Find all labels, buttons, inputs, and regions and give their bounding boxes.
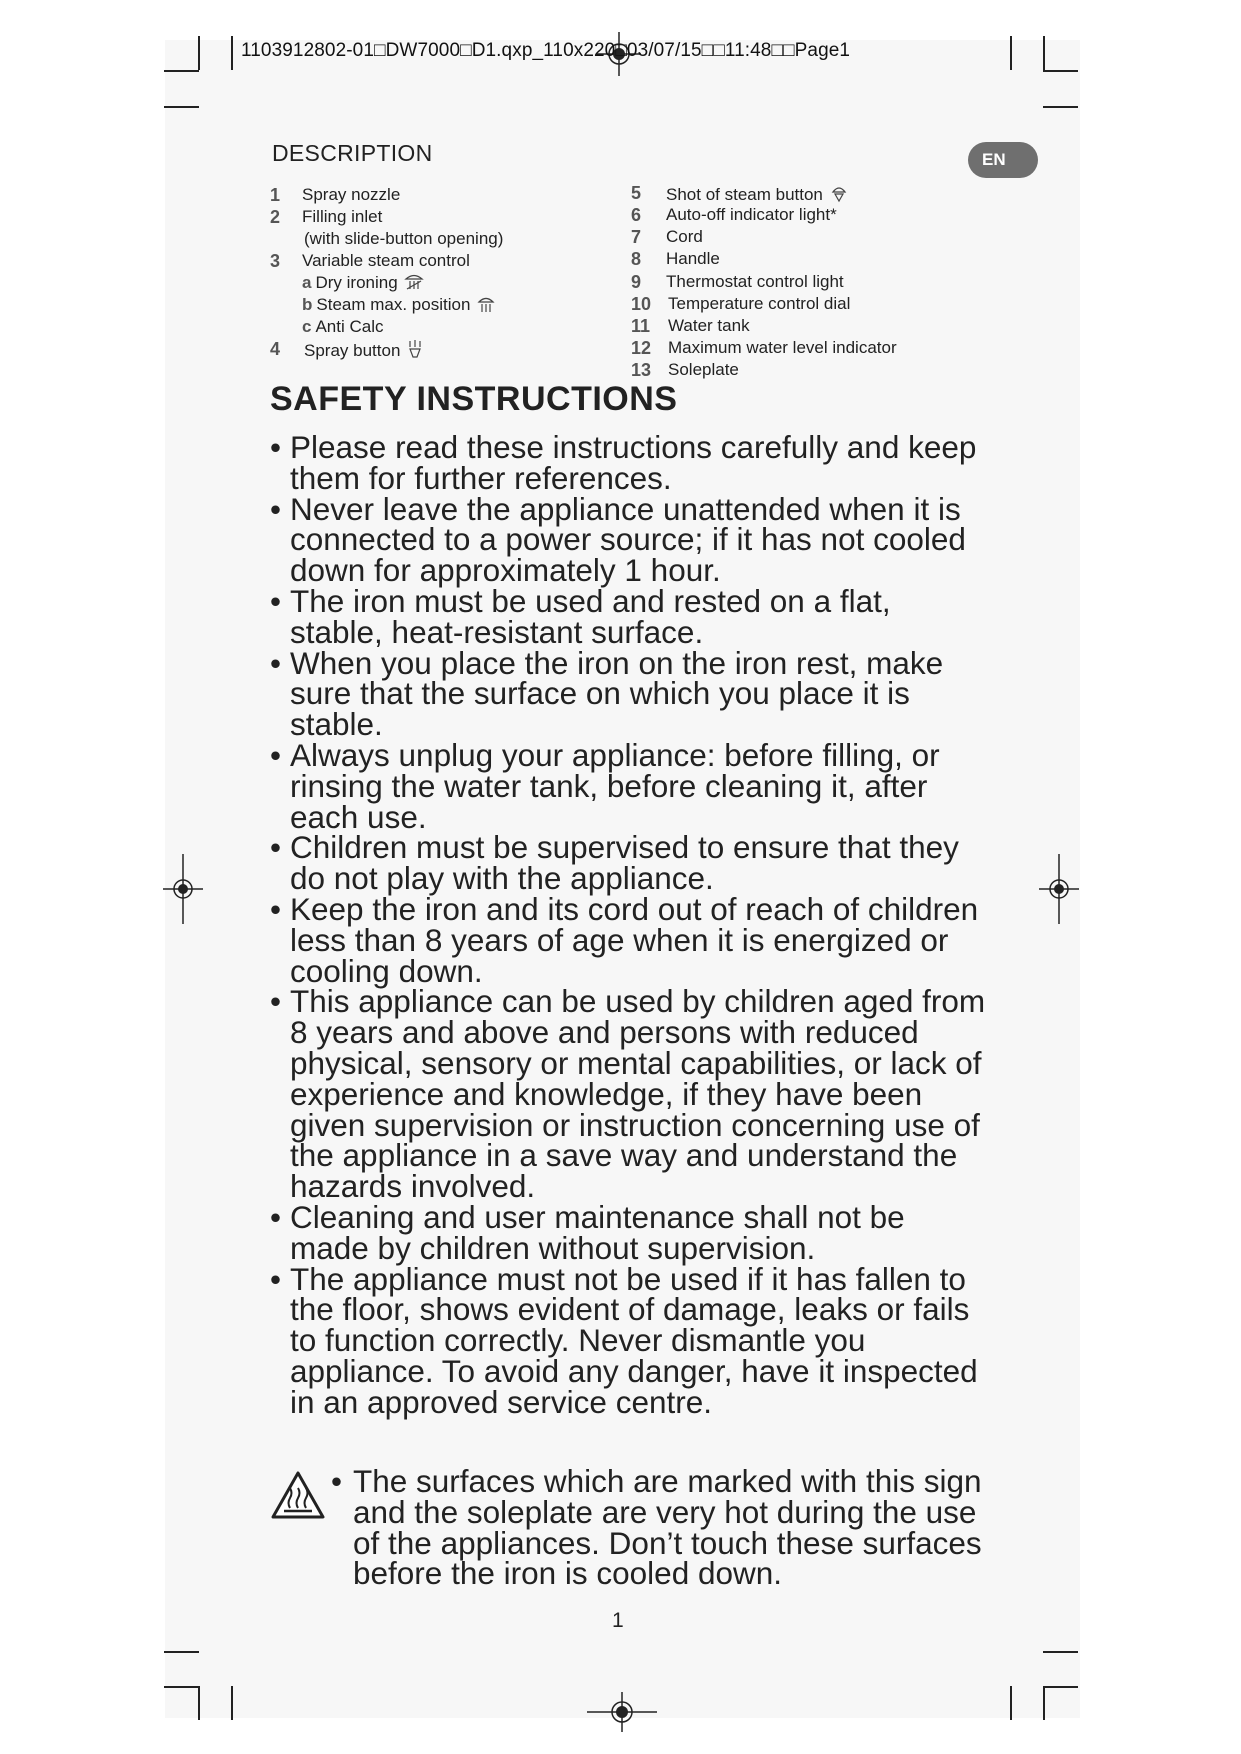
part-label: Maximum water level indicator (668, 338, 897, 357)
hot-surface-list (331, 1463, 996, 1592)
part-label: Spray nozzle (302, 185, 401, 204)
safety-item: • This appliance can be used by children aged from 8 years and above and persons with reduced physical, sensory or mental capabilities, or lack of experience and knowledge, if they have been given supervision or instruction concerning use of the appliance in a save way and understand the hazards involved. (270, 986, 990, 1202)
crop-mark (1043, 36, 1045, 70)
part-subitem (302, 273, 424, 293)
crop-mark (198, 36, 200, 70)
part-item (304, 229, 503, 249)
page-number: 1 (612, 1609, 624, 1632)
safety-item: • Please read these instructions carefully and keep them for further references. (270, 432, 990, 494)
part-label: Temperature control dial (668, 294, 851, 313)
crop-mark (231, 1686, 233, 1720)
part-number: 4 (270, 339, 281, 359)
part-number: 7 (631, 227, 642, 247)
crop-mark (1043, 1686, 1078, 1688)
crop-mark (1010, 1686, 1012, 1720)
language-badge: EN (968, 142, 1038, 178)
safety-item: • Never leave the appliance unattended when it is connected to a power source; if it has not cooled down for approximately 1 hour. (270, 494, 990, 586)
part-number: 13 (631, 360, 652, 380)
safety-instructions-list (270, 429, 990, 1420)
part-number: 1 (270, 185, 281, 205)
part-label: Shot of steam button (666, 185, 823, 204)
crop-mark (1010, 36, 1012, 70)
part-item (270, 251, 470, 271)
dry-ironing-icon (404, 273, 424, 291)
part-number: 2 (270, 207, 281, 227)
part-item (631, 205, 837, 225)
part-item (270, 185, 401, 205)
part-number: 8 (631, 249, 642, 269)
part-label: Dry ironing (315, 273, 398, 292)
safety-item: • The iron must be used and rested on a flat, stable, heat-resistant surface. (270, 586, 990, 648)
safety-item: • Keep the iron and its cord out of reach of children less than 8 years of age when it is energized or cooling down. (270, 894, 990, 986)
part-label: Thermostat control light (666, 272, 844, 291)
part-label: Filling inlet (302, 207, 383, 226)
print-slug-line: 1103912802-01□DW7000□D1.qxp_110x220□03/07/15□□11:48□□Page1 (241, 40, 851, 61)
part-number: 12 (631, 338, 652, 358)
part-number: 5 (631, 183, 642, 203)
part-item (631, 338, 897, 358)
part-label: Water tank (668, 316, 750, 335)
part-sub-letter: a (302, 273, 312, 292)
part-label: Spray button (304, 341, 401, 360)
safety-item: • Children must be supervised to ensure that they do not play with the appliance. (270, 832, 990, 894)
crop-mark (164, 1651, 199, 1653)
part-item (270, 207, 383, 227)
crop-mark (198, 1686, 200, 1720)
registration-mark-icon (587, 1690, 657, 1734)
crop-mark (231, 36, 233, 70)
part-label: Steam max. position (316, 295, 471, 314)
part-label: Cord (666, 227, 703, 246)
crop-mark (1043, 70, 1078, 72)
part-number: 3 (270, 251, 281, 271)
part-item (631, 183, 848, 205)
crop-mark (164, 70, 199, 72)
registration-mark-icon (161, 854, 205, 924)
part-label: Soleplate (668, 360, 739, 379)
hot-surface-warning: • The surfaces which are marked with this sign and the soleplate are very hot during the use of the appliances. Don’t touch these surfaces before the iron is cooled down. (331, 1466, 996, 1589)
part-sub-letter: c (302, 317, 312, 336)
part-label: Anti Calc (315, 317, 384, 336)
crop-mark (164, 106, 199, 108)
crop-mark (1043, 106, 1078, 108)
part-item (631, 294, 851, 314)
part-item (631, 249, 720, 269)
part-number: 10 (631, 294, 652, 314)
part-item (631, 227, 703, 247)
part-item (270, 339, 423, 361)
registration-mark-icon (1037, 854, 1081, 924)
safety-item: • When you place the iron on the iron rest, make sure that the surface on which you place it is stable. (270, 648, 990, 740)
description-title: DESCRIPTION (272, 140, 433, 166)
part-item (631, 360, 739, 380)
hot-surface-warning-icon (270, 1470, 326, 1520)
part-label: Auto-off indicator light* (666, 205, 837, 224)
crop-mark (1043, 1686, 1045, 1720)
part-sub-letter: b (302, 295, 313, 314)
part-item (631, 272, 844, 292)
crop-mark (1043, 1651, 1078, 1653)
safety-title: SAFETY INSTRUCTIONS (270, 380, 678, 418)
part-label: Variable steam control (302, 251, 470, 270)
spray-icon (407, 339, 423, 359)
steam-max-icon (477, 295, 495, 313)
safety-item: • Cleaning and user maintenance shall not be made by children without supervision. (270, 1202, 990, 1264)
part-number: 11 (631, 316, 651, 336)
safety-item: • Always unplug your appliance: before filling, or rinsing the water tank, before cleaning it, after each use. (270, 740, 990, 832)
part-subitem (302, 317, 384, 337)
part-subitem (302, 295, 495, 315)
part-item (631, 316, 750, 336)
part-number: 9 (631, 272, 642, 292)
steam-shot-icon (830, 183, 848, 203)
part-label: (with slide-button opening) (304, 229, 504, 248)
part-label: Handle (666, 249, 720, 268)
crop-mark (164, 1686, 199, 1688)
safety-item: • The appliance must not be used if it has fallen to the floor, shows evident of damage, leaks or fails to function correctly. Never dismantle you appliance. To avoid any danger, have it inspected in an approved service centre. (270, 1264, 990, 1418)
part-number: 6 (631, 205, 642, 225)
